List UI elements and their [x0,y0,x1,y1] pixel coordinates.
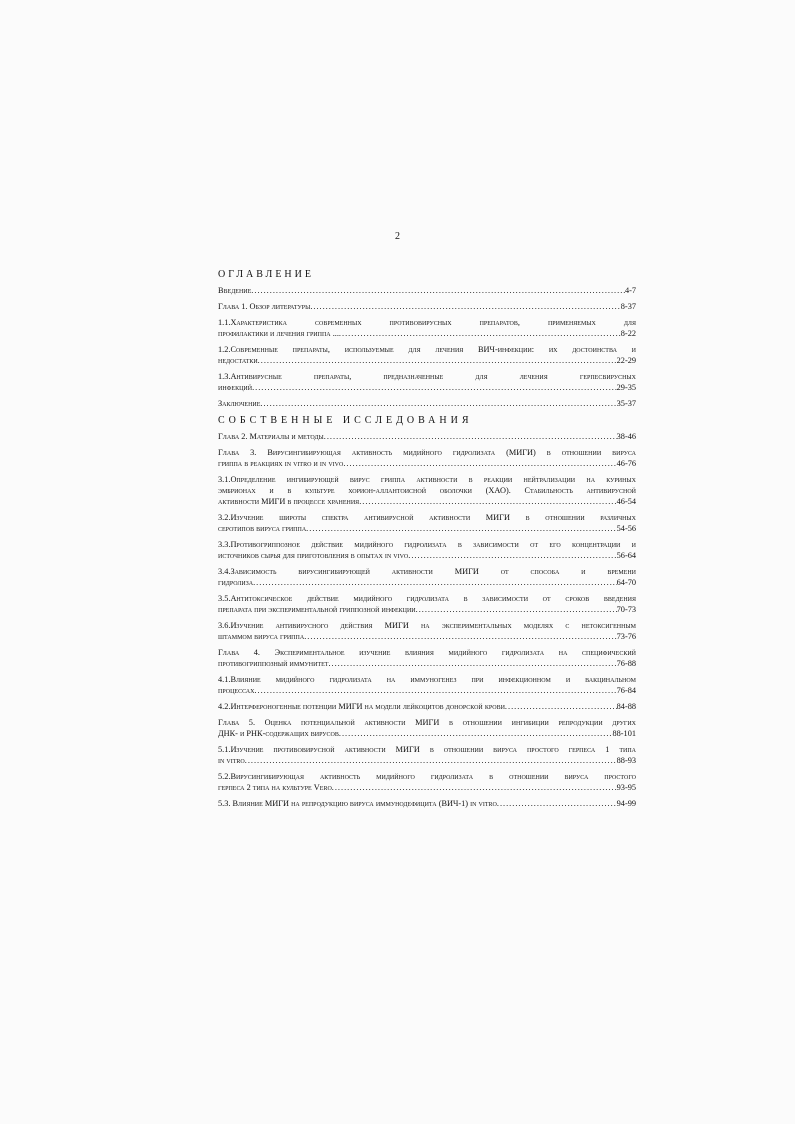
toc-entry-line: 1.3.Антивирусные препараты, предназначенные для лечения герпесвирусных [218,372,636,381]
toc-entry-pages: 70-73 [616,605,636,614]
toc-leader-dots [505,701,617,712]
toc-entry-title: источников сырья для приготовления в опытах in vivo [218,551,409,560]
toc-entry [218,285,636,296]
toc-entry-line: 3.3.Противогриппозное действие мидийного гидролизата в зависимости от его концентрации и [218,540,636,549]
toc-leader-dots [343,458,616,469]
toc-leader-dots [260,398,616,409]
toc-entry [218,474,636,507]
toc-entry [218,431,636,442]
toc-entry-title: активности МИГИ в процессе хранения [218,497,360,506]
toc-entry-line: 3.5.Антитоксическое действие мидийного гидролизата в зависимости от сроков введения [218,594,636,603]
toc-entry [218,620,636,642]
part-heading: СОБСТВЕННЫЕ ИССЛЕДОВАНИЯ [218,415,473,426]
toc-entry [218,512,636,534]
toc-entry-title: штаммом вируса гриппа [218,632,305,641]
toc-entry-line: Глава 3. Вирусингибирующая активность мидийного гидролизата (МИГИ) в отношении вируса [218,448,636,457]
toc-entry-title: ДНК- и РНК-содержащих вирусов [218,729,339,738]
toc-leader-dots [304,631,616,642]
toc-entry-pages: 46-54 [616,497,636,506]
toc-entry-title: герпеса 2 типа на культуре Vero [218,783,332,792]
toc-entry [218,701,636,712]
toc-entry-line: Глава 4. Экспериментальное изучение влияния мидийного гидролизата на специфический [218,648,636,657]
toc-entry-title: процессах [218,686,255,695]
toc-entry-title: Введение [218,286,252,295]
toc-entry [218,371,636,393]
toc-entry-title: 4.2.Интерфероногенные потенции МИГИ на модели лейкоцитов донорской крови [218,702,505,711]
toc-entry-title: 5.3. Влияние МИГИ на репродукцию вируса иммунодефицита (ВИЧ-1) in vitro [218,799,497,808]
toc-entry-title: инфекций [218,383,253,392]
toc-entry [218,798,636,809]
toc-entry-pages: 8-37 [620,302,636,311]
toc-entry [218,301,636,312]
toc-entry-pages: 76-84 [616,686,636,695]
toc-entry-title: гидролиза [218,578,254,587]
toc-entry-line: 3.4.Зависимость вирусингибирующей активности МИГИ от способа и времени [218,567,636,576]
toc-leader-dots [339,328,621,339]
toc-entry-title: недостатки [218,356,258,365]
toc-entry-pages: 4-7 [624,286,636,295]
toc-entry-pages: 64-70 [616,578,636,587]
toc-leader-dots [306,523,616,534]
toc-entry-pages: 84-88 [616,702,636,711]
toc-entry-title: профилактики и лечения гриппа ... [218,329,339,338]
toc-entry-pages: 93-95 [616,783,636,792]
toc-entry-title: Глава 1. Обзор литературы [218,302,311,311]
toc-entry-pages: 46-76 [616,459,636,468]
toc-entry-line: 1.1.Характеристика современных противовирусных препаратов, применяемых для [218,318,636,327]
toc-entry-line: 5.1.Изучение противовирусной активности МИГИ в отношении вируса простого герпеса 1 типа [218,745,636,754]
toc-entry [218,717,636,739]
toc-entry-line: 3.6.Изучение антивирусного действия МИГИ на экспериментальных моделях с нетоксигенным [218,621,636,630]
toc-entry-pages: 73-76 [616,632,636,641]
toc-entry [218,674,636,696]
toc-leader-dots [252,382,617,393]
page-number: 2 [395,231,400,242]
toc-entry-pages: 94-99 [616,799,636,808]
toc-entry [218,344,636,366]
toc-entry [218,539,636,561]
toc-entry [218,593,636,615]
toc-entry-title: серотипов вируса гриппа [218,524,307,533]
toc-entry-title: противогриппозный иммунитет [218,659,329,668]
toc-entry-pages: 38-46 [616,432,636,441]
toc-leader-dots [251,285,625,296]
toc-leader-dots [408,550,616,561]
toc-leader-dots [332,782,617,793]
toc-entry-pages: 88-93 [616,756,636,765]
toc-entry-pages: 54-56 [616,524,636,533]
toc-leader-dots [245,755,617,766]
toc-entry-line: 5.2.Вирусингибирующая активность мидийного гидролизата в отношении вируса простого [218,772,636,781]
toc-entry-pages: 76-88 [616,659,636,668]
toc-entry-line: 4.1.Влияние мидийного гидролизата на иммуногенез при инфекционном и вакцинальном [218,675,636,684]
toc-leader-dots [324,431,617,442]
toc-leader-dots [359,496,616,507]
toc-entry-title: гриппа в реакциях in vitro и in vivo [218,459,344,468]
toc-leader-dots [497,798,617,809]
toc-leader-dots [328,658,616,669]
toc-leader-dots [310,301,620,312]
toc-entry-title: Глава 2. Материалы и методы [218,432,324,441]
toc-entry-pages: 56-64 [616,551,636,560]
toc-entry [218,398,636,409]
toc-leader-dots [253,577,617,588]
toc-leader-dots [254,685,616,696]
toc-heading: ОГЛАВЛЕНИЕ [218,269,314,280]
toc-entry [218,566,636,588]
toc-entry-line: эмбрионах и в культуре хорион-аллантоисной оболочки (ХАО). Стабильность антивирусной [218,486,636,495]
toc-entry-pages: 29-35 [616,383,636,392]
toc-entry-line: 1.2.Современные препараты, используемые для лечения ВИЧ-инфекции: их достоинства и [218,345,636,354]
toc-entry-title: in vitro [218,756,245,765]
toc-leader-dots [258,355,617,366]
toc-entry [218,317,636,339]
toc-leader-dots [339,728,613,739]
toc-entry [218,647,636,669]
toc-entry-title: Заключение [218,399,261,408]
toc-entry-title: препарата при экспериментальной гриппозной инфекции [218,605,416,614]
toc-entry-line: 3.1.Определение ингибирующей вирус гриппа активности в реакции нейтрализации на куриных [218,475,636,484]
toc-entry-pages: 35-37 [616,399,636,408]
toc-entry [218,447,636,469]
toc-entry-line: 3.2.Изучение широты спектра антивирусной активности МИГИ в отношении различных [218,513,636,522]
toc-entry-line: Глава 5. Оценка потенциальной активности МИГИ в отношении ингибиции репродукции других [218,718,636,727]
toc-entry-pages: 22-29 [616,356,636,365]
toc-leader-dots [416,604,617,615]
toc-entry [218,744,636,766]
table-of-contents [218,268,636,814]
toc-entry [218,771,636,793]
toc-entry-pages: 88-101 [612,729,636,738]
toc-entry-pages: 8-22 [620,329,636,338]
